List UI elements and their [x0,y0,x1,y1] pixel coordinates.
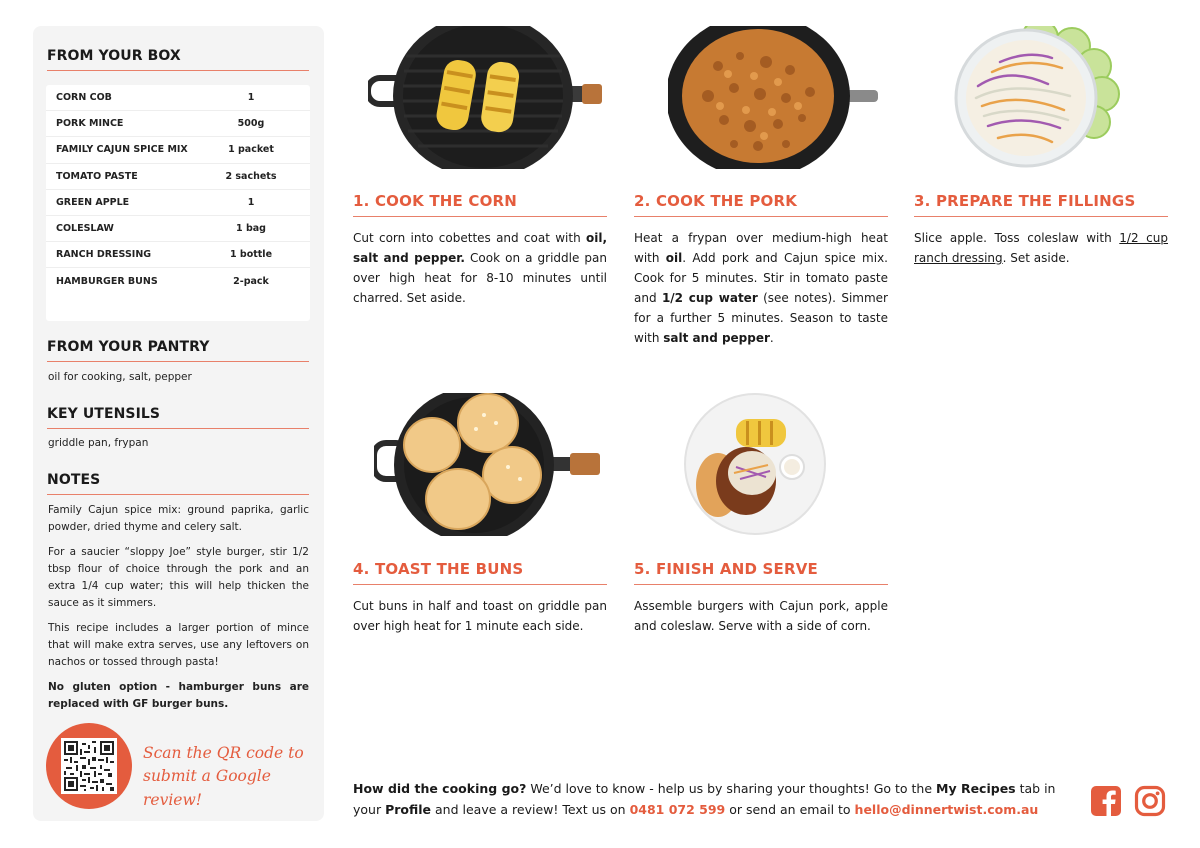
my-recipes-label: My Recipes [936,781,1016,796]
email-link[interactable]: hello@dinnertwist.com.au [854,802,1039,818]
text-run-bold: oil [665,251,683,266]
text-run-bold: 1/2 cup water [661,291,758,306]
note-item: Family Cajun spice mix: ground paprika, garlic powder, dried thyme and celery salt. [48,504,309,533]
step-2-title: 2. COOK THE PORK [634,192,888,217]
from-your-pantry-heading: FROM YOUR PANTRY [47,339,309,362]
text-run-underlined: 1/2 cup ranch dressing [914,231,1168,266]
key-utensils-heading: KEY UTENSILS [47,406,309,429]
text-run: . Add pork and Cajun spice mix. Cook for 5 minutes. Stir in tomato paste and [634,251,888,306]
table-row [46,216,310,242]
qr-text-line: Scan the QR code to [143,744,304,762]
ingredient-name: RANCH DRESSING [56,249,152,261]
text-run: or send an email to [725,802,855,818]
pork-frypan-photo [668,26,882,169]
step-1-title: 1. COOK THE CORN [353,192,607,217]
box-ingredients-table [46,85,310,321]
review-footer [353,778,1073,821]
ingredient-name: GREEN APPLE [56,196,130,208]
step-4-title: 4. TOAST THE BUNS [353,560,607,585]
note-item: This recipe includes a larger portion of mince that will make extra serves, use any leftovers on nachos or tossed through pasta! [48,622,309,668]
text-run: Cut corn into cobettes and coat with [353,231,586,245]
text-run: Cook on a griddle pan over high heat for 8-10 minutes until charred. Set aside. [353,251,607,306]
finished-burger-photo [684,393,826,536]
table-row [46,268,310,294]
text-run-bold: salt and pepper [663,331,770,346]
qr-code-icon[interactable] [61,738,117,794]
text-run: . [769,331,774,346]
instagram-icon[interactable] [1134,785,1166,817]
notes-heading: NOTES [47,472,309,495]
ingredient-name: HAMBURGER BUNS [56,275,158,287]
facebook-icon[interactable] [1090,785,1122,817]
step-3-title: 3. PREPARE THE FILLINGS [914,192,1168,217]
table-row [46,111,310,137]
profile-label: Profile [385,802,432,818]
text-run: We’d love to know - help us by sharing your thoughts! Go to the [526,781,937,796]
ingredient-name: COLESLAW [56,223,114,235]
phone-link[interactable]: 0481 072 599 [629,802,726,818]
table-row [46,242,310,268]
ingredient-qty: 1 bag [236,223,266,235]
text-run: tab in your [353,781,1056,818]
ingredient-name: PORK MINCE [56,118,124,130]
from-your-box-heading: FROM YOUR BOX [47,48,309,71]
text-run: Cut buns in half and toast on griddle pan over high heat for 1 minute each side. [353,599,607,634]
ingredient-name: FAMILY CAJUN SPICE MIX [56,144,188,156]
ingredients-sidebar [33,26,324,821]
ingredient-qty: 1 [247,196,255,208]
buns-griddle-photo [374,393,602,536]
ingredient-qty: 2 sachets [225,170,277,182]
table-row [46,190,310,216]
text-run: . Set aside. [1002,251,1070,266]
text-run: (see notes). Simmer for a further 5 minutes. Season to taste with [634,291,888,346]
ingredient-qty: 2-pack [233,275,269,287]
qr-text-line: submit a Google review! [143,767,271,809]
utensils-text: griddle pan, frypan [48,437,149,449]
step-2-text [634,228,888,348]
text-run: Slice apple. Toss coleslaw with [914,231,1120,245]
qr-review-prompt [143,742,313,812]
ingredient-qty: 1 [247,92,255,104]
ingredient-name: TOMATO PASTE [56,170,138,182]
pantry-text: oil for cooking, salt, pepper [48,371,192,383]
ingredient-qty: 1 packet [228,144,274,156]
ingredient-qty: 500g [237,118,265,130]
step-1-text [353,228,607,308]
notes-list [48,502,309,721]
table-row [46,137,310,163]
note-item: For a saucier “sloppy Joe” style burger, stir 1/2 tbsp flour of choice through the pork and an extra 1/4 cup water; this will help thicken the sauce as it simmers. [48,546,309,609]
coleslaw-bowl-photo [948,26,1158,169]
text-run: Heat a frypan over medium-high heat with [634,231,888,266]
text-run: Assemble burgers with Cajun pork, apple and coleslaw. Serve with a side of corn. [634,599,888,634]
corn-griddle-photo [368,26,604,169]
step-5-title: 5. FINISH AND SERVE [634,560,888,585]
ingredient-name: CORN COB [56,92,112,104]
step-3-text [914,228,1168,268]
text-run-bold: oil, salt and pepper. [353,231,607,266]
qr-code-badge[interactable] [46,723,132,809]
table-row [46,85,310,111]
ingredient-qty: 1 bottle [229,249,273,261]
footer-question: How did the cooking go? [353,781,527,796]
text-run: and leave a review! Text us on [431,802,630,818]
table-row [46,164,310,190]
note-item: No gluten option - hamburger buns are replaced with GF burger buns. [48,681,309,710]
step-5-text [634,596,888,636]
step-4-text [353,596,607,636]
